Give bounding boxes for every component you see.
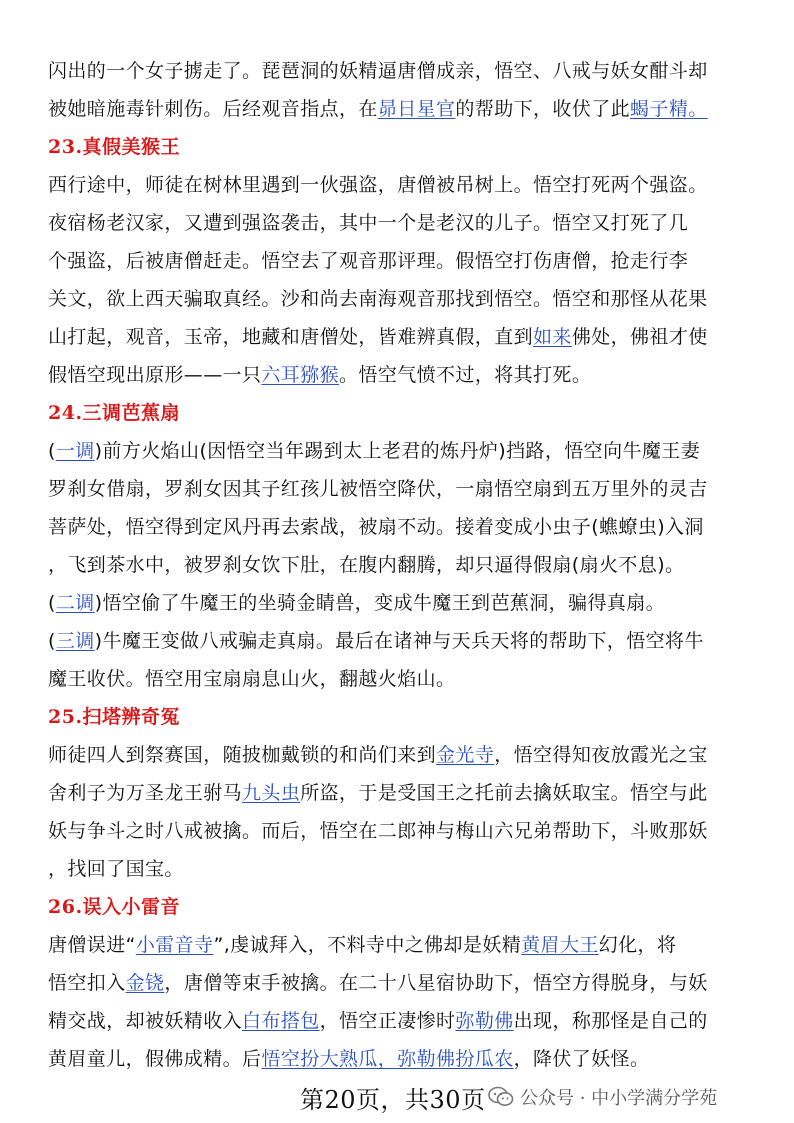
watermark-text: 公众号 · 中小学满分学苑 — [520, 1088, 718, 1109]
link-jinguang-si[interactable]: 金光寺 — [436, 744, 495, 766]
text: 西行途中，师徒在树林里遇到一伙强盗，唐僧被吊树上。悟空打死两个强盗。 — [48, 174, 708, 196]
paragraph-line — [48, 1040, 748, 1078]
link-baibu-dabao[interactable]: 白布搭包 — [242, 1010, 320, 1032]
paragraph-line — [48, 318, 748, 356]
text: 个强盗，后被唐僧赶走。悟空去了观音那评理。假悟空打伤唐僧，抢走行李 — [48, 250, 689, 272]
text: ，找回了国宝。 — [48, 858, 184, 880]
text: 。悟空气愤不过，将其打死。 — [339, 364, 592, 386]
paragraph-line — [48, 1002, 748, 1040]
text: 闪出的一个女子掳走了。琵琶洞的妖精逼唐僧成亲，悟空、八戒与妖女酣斗却 — [48, 60, 708, 82]
text: 幻化，将 — [598, 934, 677, 956]
page-number: 第20页，共30页 — [300, 1086, 486, 1114]
link-maori-xingguan[interactable]: 昴日星官 — [377, 98, 456, 120]
paragraph-line — [48, 660, 748, 698]
paragraph-line — [48, 280, 748, 318]
text: 山打起，观音，玉帝，地藏和唐僧处，皆难辨真假，直到 — [48, 326, 534, 348]
text: 悟空扣入 — [48, 972, 126, 994]
text: 魔王收伏。悟空用宝扇扇息山火，翻越火焰山。 — [48, 668, 456, 690]
link-xiezi-jing[interactable]: 蝎子精。 — [630, 98, 708, 120]
link-wukong-ban-gua[interactable]: 悟空扮大熟瓜，弥勒佛扮瓜农 — [261, 1048, 514, 1070]
text: ，降伏了妖怪。 — [513, 1048, 650, 1070]
link-jiutou-chong[interactable]: 九头虫 — [242, 782, 301, 804]
section-heading-23: 23.真假美猴王 — [48, 136, 181, 158]
text: ，悟空得知夜放霞光之宝 — [494, 744, 708, 766]
page-footer — [0, 1078, 794, 1118]
paragraph-line — [48, 432, 748, 470]
paragraph-line — [48, 812, 748, 850]
paragraph-line — [48, 736, 748, 774]
text: ( — [48, 592, 56, 614]
paragraph-line — [48, 90, 748, 128]
wechat-icon — [488, 1086, 514, 1108]
paragraph-line — [48, 584, 748, 622]
link-liuer-mihou[interactable]: 六耳猕猴 — [261, 364, 340, 386]
text: 舍利子为万圣龙王驸马 — [48, 782, 243, 804]
text: 菩萨处，悟空得到定风丹再去索战，被扇不动。接着变成小虫子(蟭蟟虫)入洞 — [48, 516, 704, 538]
paragraph-line — [48, 546, 748, 584]
paragraph-line — [48, 774, 748, 812]
paragraph-line — [48, 166, 748, 204]
text: 唐僧误进“ — [48, 934, 136, 956]
link-san-diao[interactable]: 三调 — [55, 630, 95, 652]
link-rulai[interactable]: 如来 — [533, 326, 572, 348]
text: 被她暗施毒针刺伤。后经观音指点，在 — [48, 98, 378, 120]
text: ( — [48, 440, 56, 462]
paragraph-line — [48, 964, 748, 1002]
text: 罗刹女借扇，罗刹女因其子红孩儿被悟空降伏，一扇悟空扇到五万里外的灵吉 — [48, 478, 708, 500]
text: )悟空偷了牛魔王的坐骑金睛兽，变成牛魔王到芭蕉洞，骗得真扇。 — [94, 592, 666, 614]
text: 假悟空现出原形——一只 — [48, 364, 262, 386]
text: 夜宿杨老汉家，又遭到强盗袭击，其中一个是老汉的儿子。悟空又打死了几 — [48, 212, 689, 234]
text: ，飞到茶水中，被罗刹女饮下肚，在腹内翻腾，却只逼得假扇(扇火不息)。 — [48, 554, 685, 576]
paragraph-line — [48, 508, 748, 546]
paragraph-line — [48, 356, 748, 394]
text: ，悟空正凄惨时 — [319, 1010, 456, 1032]
link-er-diao[interactable]: 二调 — [55, 592, 95, 614]
paragraph-line — [48, 52, 748, 90]
text: ( — [48, 630, 56, 652]
text: 妖与争斗之时八戒被擒。而后，悟空在二郎神与梅山六兄弟帮助下，斗败那妖 — [48, 820, 708, 842]
link-jin-nao[interactable]: 金铙 — [125, 972, 165, 994]
section-heading-26: 26.误入小雷音 — [48, 896, 181, 918]
text: 佛处，佛祖才使 — [571, 326, 708, 348]
paragraph-line — [48, 242, 748, 280]
link-yi-diao[interactable]: 一调 — [55, 440, 95, 462]
text: 师徒四人到祭赛国，随披枷戴锁的和尚们来到 — [48, 744, 437, 766]
paragraph-line — [48, 926, 748, 964]
text: 出现，称那怪是自己的 — [513, 1010, 708, 1032]
text: )前方火焰山(因悟空当年踢到太上老君的炼丹炉)挡路，悟空向牛魔王妻 — [94, 440, 701, 462]
text: 精交战，却被妖精收入 — [48, 1010, 243, 1032]
text: 的帮助下，收伏了此 — [455, 98, 631, 120]
link-huangmei-dawang[interactable]: 黄眉大王 — [521, 934, 599, 956]
link-mile-fo[interactable]: 弥勒佛 — [455, 1010, 514, 1032]
text: )牛魔王变做八戒骗走真扇。最后在诸神与天兵天将的帮助下，悟空将牛 — [94, 630, 704, 652]
text: 所盗，于是受国王之托前去擒妖取宝。悟空与此 — [300, 782, 708, 804]
text: 黄眉童儿，假佛成精。后 — [48, 1048, 262, 1070]
paragraph-line — [48, 622, 748, 660]
paragraph-line — [48, 204, 748, 242]
section-heading-25: 25.扫塔辨奇冤 — [48, 706, 181, 728]
document-body — [48, 52, 748, 1078]
link-xiao-leiyin-si[interactable]: 小雷音寺 — [135, 934, 214, 956]
text: ”,虔诚拜入，不料寺中之佛却是妖精 — [213, 934, 522, 956]
paragraph-line — [48, 850, 748, 888]
watermark — [488, 1084, 717, 1110]
text: 关文，欲上西天骗取真经。沙和尚去南海观音那找到悟空。悟空和那怪从花果 — [48, 288, 708, 310]
section-heading-24: 24.三调芭蕉扇 — [48, 402, 181, 424]
paragraph-line — [48, 470, 748, 508]
text: ，唐僧等束手被擒。在二十八星宿协助下，悟空方得脱身，与妖 — [164, 972, 708, 994]
